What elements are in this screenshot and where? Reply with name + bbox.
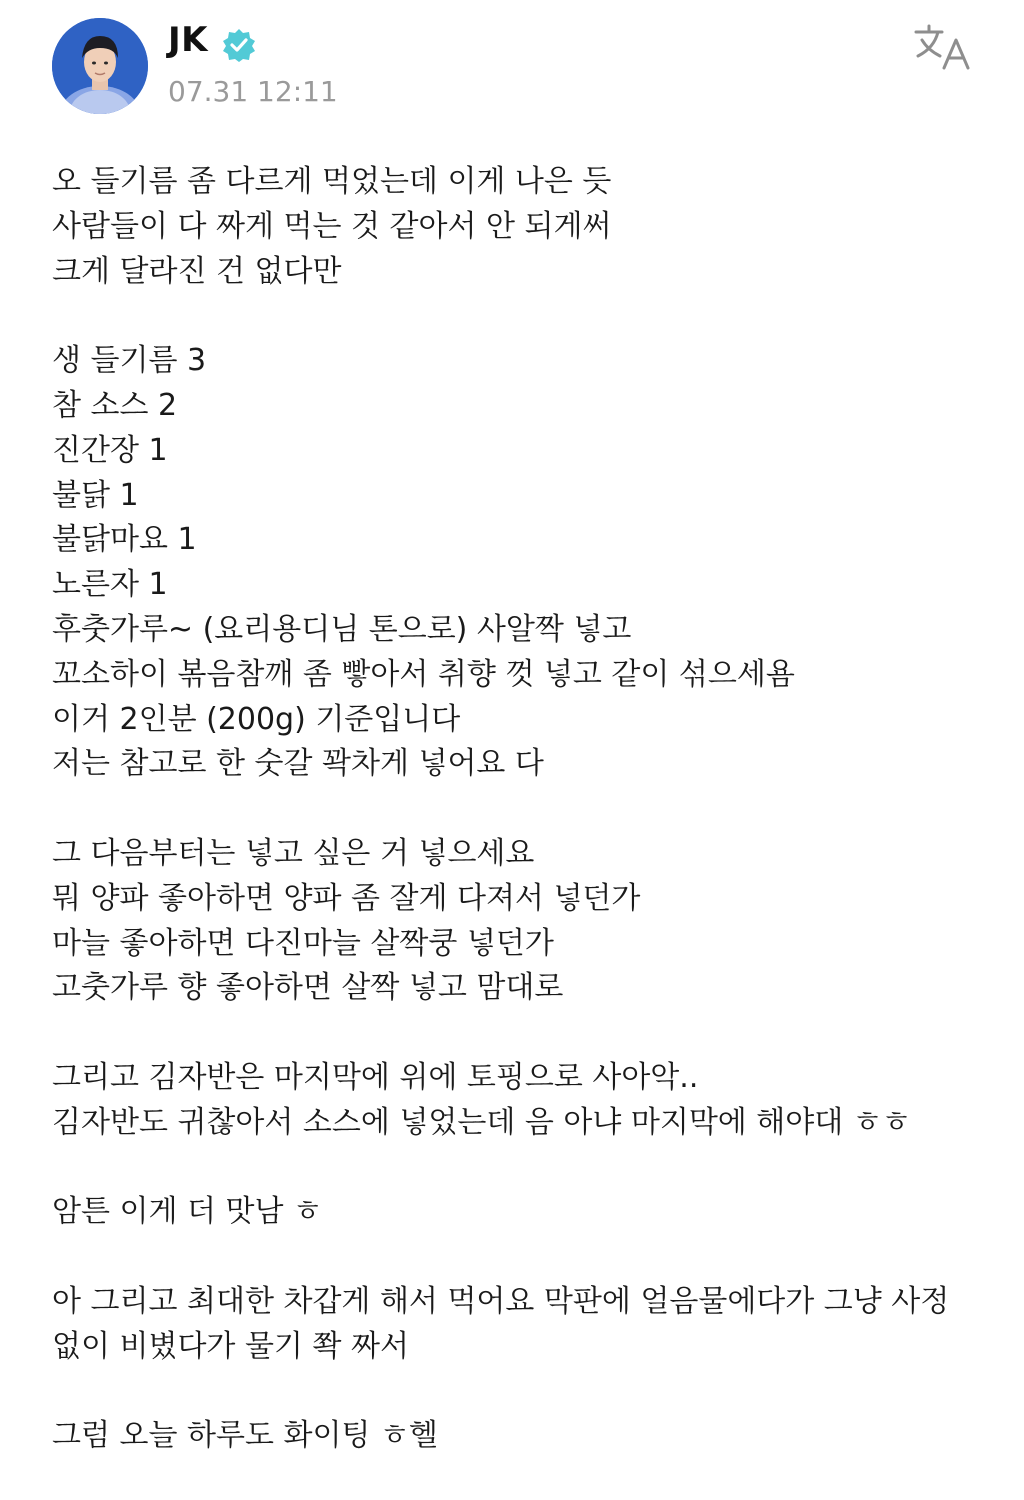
post-header [0, 0, 1024, 130]
post-blank-line [52, 1370, 992, 1415]
post-text-line: 마늘 좋아하면 다진마늘 살짝쿵 넣던가 [52, 925, 554, 961]
post-text-line: 불닭마요 1 [52, 522, 197, 558]
post-blank-line [52, 1011, 992, 1056]
post-text-line: 노른자 1 [52, 567, 168, 603]
post-text-line: 뭐 양파 좋아하면 양파 좀 잘게 다져서 넣던가 [52, 880, 641, 916]
post-text-line: 김자반도 귀찮아서 소스에 넣었는데 음 아냐 마지막에 해야대 ㅎㅎ [52, 1104, 911, 1140]
post-text-line: 꼬소하이 볶음참깨 좀 빻아서 취향 껏 넣고 같이 섞으세욤 [52, 656, 795, 692]
post-blank-line [52, 294, 992, 339]
avatar-portrait-icon [52, 18, 148, 114]
post-body [52, 160, 992, 1459]
post-text-line: 오 들기름 좀 다르게 먹었는데 이게 나은 듯 [52, 164, 612, 199]
post-text-line: 사람들이 다 짜게 먹는 것 같아서 안 되게써 [52, 208, 612, 244]
post-text-line: 고춧가루 향 좋아하면 살짝 넣고 맘대로 [52, 970, 564, 1006]
post-blank-line [52, 1146, 992, 1191]
post-text-line: 그리고 김자반은 마지막에 위에 토핑으로 사아악.. [52, 1059, 699, 1095]
post-text-line: 저는 참고로 한 숫갈 꽉차게 넣어요 다 [52, 746, 544, 782]
post-text-line: 아 그리고 최대한 차갑게 해서 먹어요 막판에 얼음물에다가 그냥 사정 [52, 1283, 950, 1319]
post-text-line: 그럼 오늘 하루도 화이팅 ㅎ헬 [52, 1418, 438, 1454]
post-text-line: 후춧가루~ (요리용디님 톤으로) 사알짝 넣고 [52, 611, 632, 647]
verified-badge-icon [222, 28, 256, 62]
translate-icon[interactable] [912, 22, 976, 74]
post-text-line: 이거 2인분 (200g) 기준입니다 [52, 701, 461, 737]
post-timestamp: 07.31 12:11 [168, 75, 338, 108]
author-name[interactable]: JK [168, 20, 208, 60]
post-text-line: 그 다음부터는 넣고 싶은 거 넣으세요 [52, 835, 535, 871]
post-blank-line [52, 1235, 992, 1280]
post-text-line: 크게 달라진 건 없다만 [52, 253, 342, 289]
post-blank-line [52, 787, 992, 832]
post-text-line: 생 들기름 3 [52, 343, 207, 379]
post-text-line: 없이 비볐다가 물기 쫙 짜서 [52, 1328, 409, 1364]
post-text-line: 암튼 이게 더 맛남 ㅎ [52, 1194, 322, 1230]
avatar[interactable] [52, 18, 148, 114]
post-text-line: 불닭 1 [52, 477, 139, 513]
post-text-line: 참 소스 2 [52, 387, 178, 423]
post-text-line: 진간장 1 [52, 432, 168, 468]
